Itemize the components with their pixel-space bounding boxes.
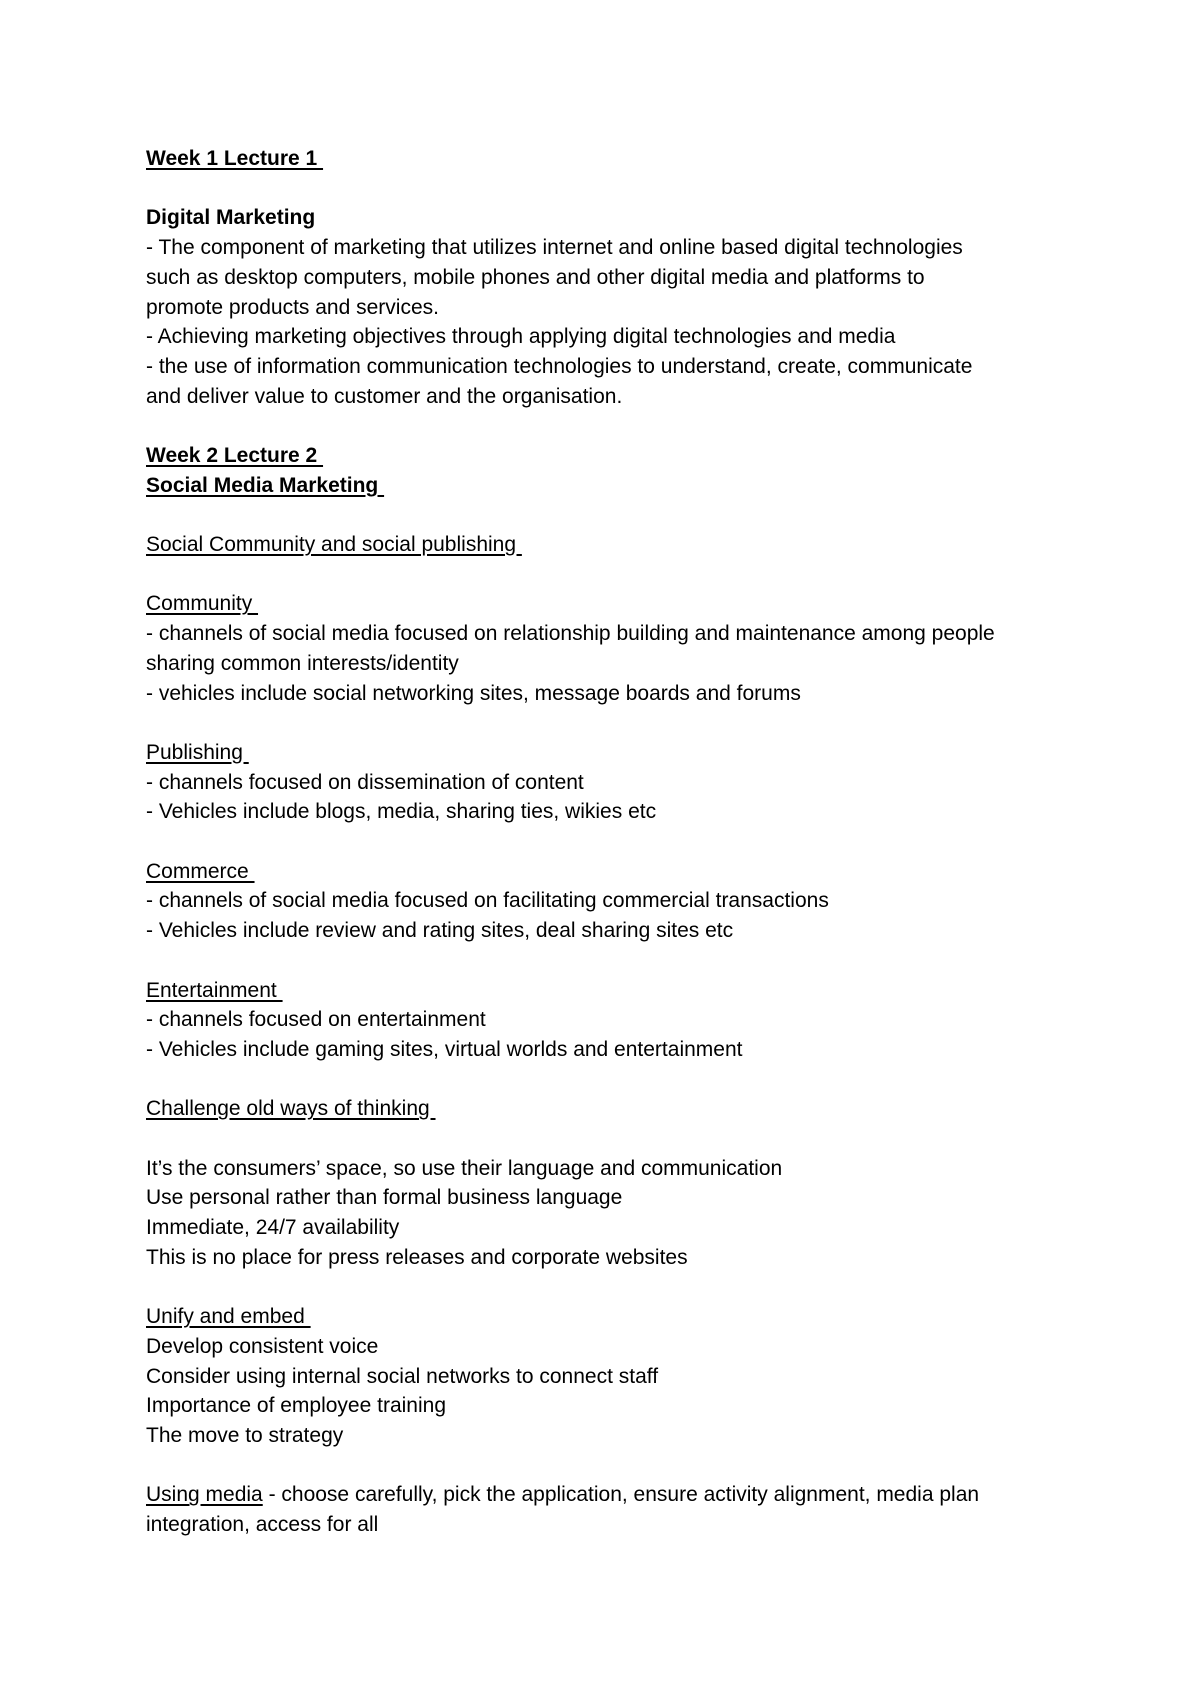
publishing-heading: Publishing	[146, 740, 249, 764]
entertainment-heading: Entertainment	[146, 978, 283, 1002]
challenge-line: Immediate, 24/7 availability	[146, 1216, 400, 1240]
week1-heading: Week 1 Lecture 1	[146, 147, 324, 170]
week1-line: such as desktop computers, mobile phones and other digital media and platforms to	[146, 265, 925, 289]
challenge-heading: Challenge old ways of thinking	[146, 1097, 436, 1121]
spacer	[146, 1273, 1086, 1303]
using-media-text: - choose carefully, pick the application, ensure activity alignment, media plan	[262, 1483, 980, 1507]
spacer	[146, 1065, 1086, 1095]
challenge-line: Use personal rather than formal business language	[146, 1186, 623, 1210]
commerce-heading: Commerce	[146, 859, 255, 883]
unify-line: Importance of employee training	[146, 1394, 446, 1418]
unify-heading: Unify and embed	[146, 1305, 311, 1329]
week1-line: - the use of information communication technologies to understand, create, communicate	[146, 354, 973, 378]
using-media-line: integration, access for all	[146, 1513, 379, 1537]
spacer	[146, 174, 1086, 204]
using-media-line	[146, 1480, 1086, 1510]
week1-line: - Achieving marketing objectives through applying digital technologies and media	[146, 325, 896, 349]
spacer	[146, 560, 1086, 590]
publishing-line: - channels focused on dissemination of content	[146, 770, 584, 794]
week2-heading: Week 2 Lecture 2	[146, 444, 324, 467]
challenge-line: It’s the consumers’ space, so use their language and communication	[146, 1156, 783, 1180]
entertainment-line: - Vehicles include gaming sites, virtual worlds and entertainment	[146, 1037, 743, 1061]
publishing-line: - Vehicles include blogs, media, sharing ties, wikies etc	[146, 800, 657, 824]
spacer	[146, 827, 1086, 857]
community-line: - channels of social media focused on relationship building and maintenance among people	[146, 622, 995, 646]
spacer	[146, 1451, 1086, 1481]
week1-line: promote products and services.	[146, 295, 439, 319]
week1-topic: Digital Marketing	[146, 206, 316, 230]
community-line: sharing common interests/identity	[146, 651, 459, 675]
spacer	[146, 1124, 1086, 1154]
spacer	[146, 708, 1086, 738]
spacer	[146, 946, 1086, 976]
challenge-line: This is no place for press releases and corporate websites	[146, 1245, 688, 1269]
spacer	[146, 411, 1086, 441]
week1-line: and deliver value to customer and the organisation.	[146, 384, 623, 408]
commerce-line: - channels of social media focused on facilitating commercial transactions	[146, 889, 829, 913]
unify-line: Consider using internal social networks to connect staff	[146, 1364, 659, 1388]
spacer	[146, 500, 1086, 530]
using-media-heading: Using media	[146, 1483, 263, 1507]
unify-line: Develop consistent voice	[146, 1334, 379, 1358]
document-page	[146, 144, 1086, 1540]
unify-line: The move to strategy	[146, 1424, 344, 1448]
week2-topic: Social Media Marketing	[146, 473, 385, 497]
entertainment-line: - channels focused on entertainment	[146, 1008, 486, 1032]
week1-line: - The component of marketing that utilizes internet and online based digital technologies	[146, 236, 963, 260]
community-heading: Community	[146, 592, 259, 616]
week2-subheading: Social Community and social publishing	[146, 533, 522, 557]
commerce-line: - Vehicles include review and rating sites, deal sharing sites etc	[146, 919, 734, 943]
community-line: - vehicles include social networking sites, message boards and forums	[146, 681, 801, 705]
